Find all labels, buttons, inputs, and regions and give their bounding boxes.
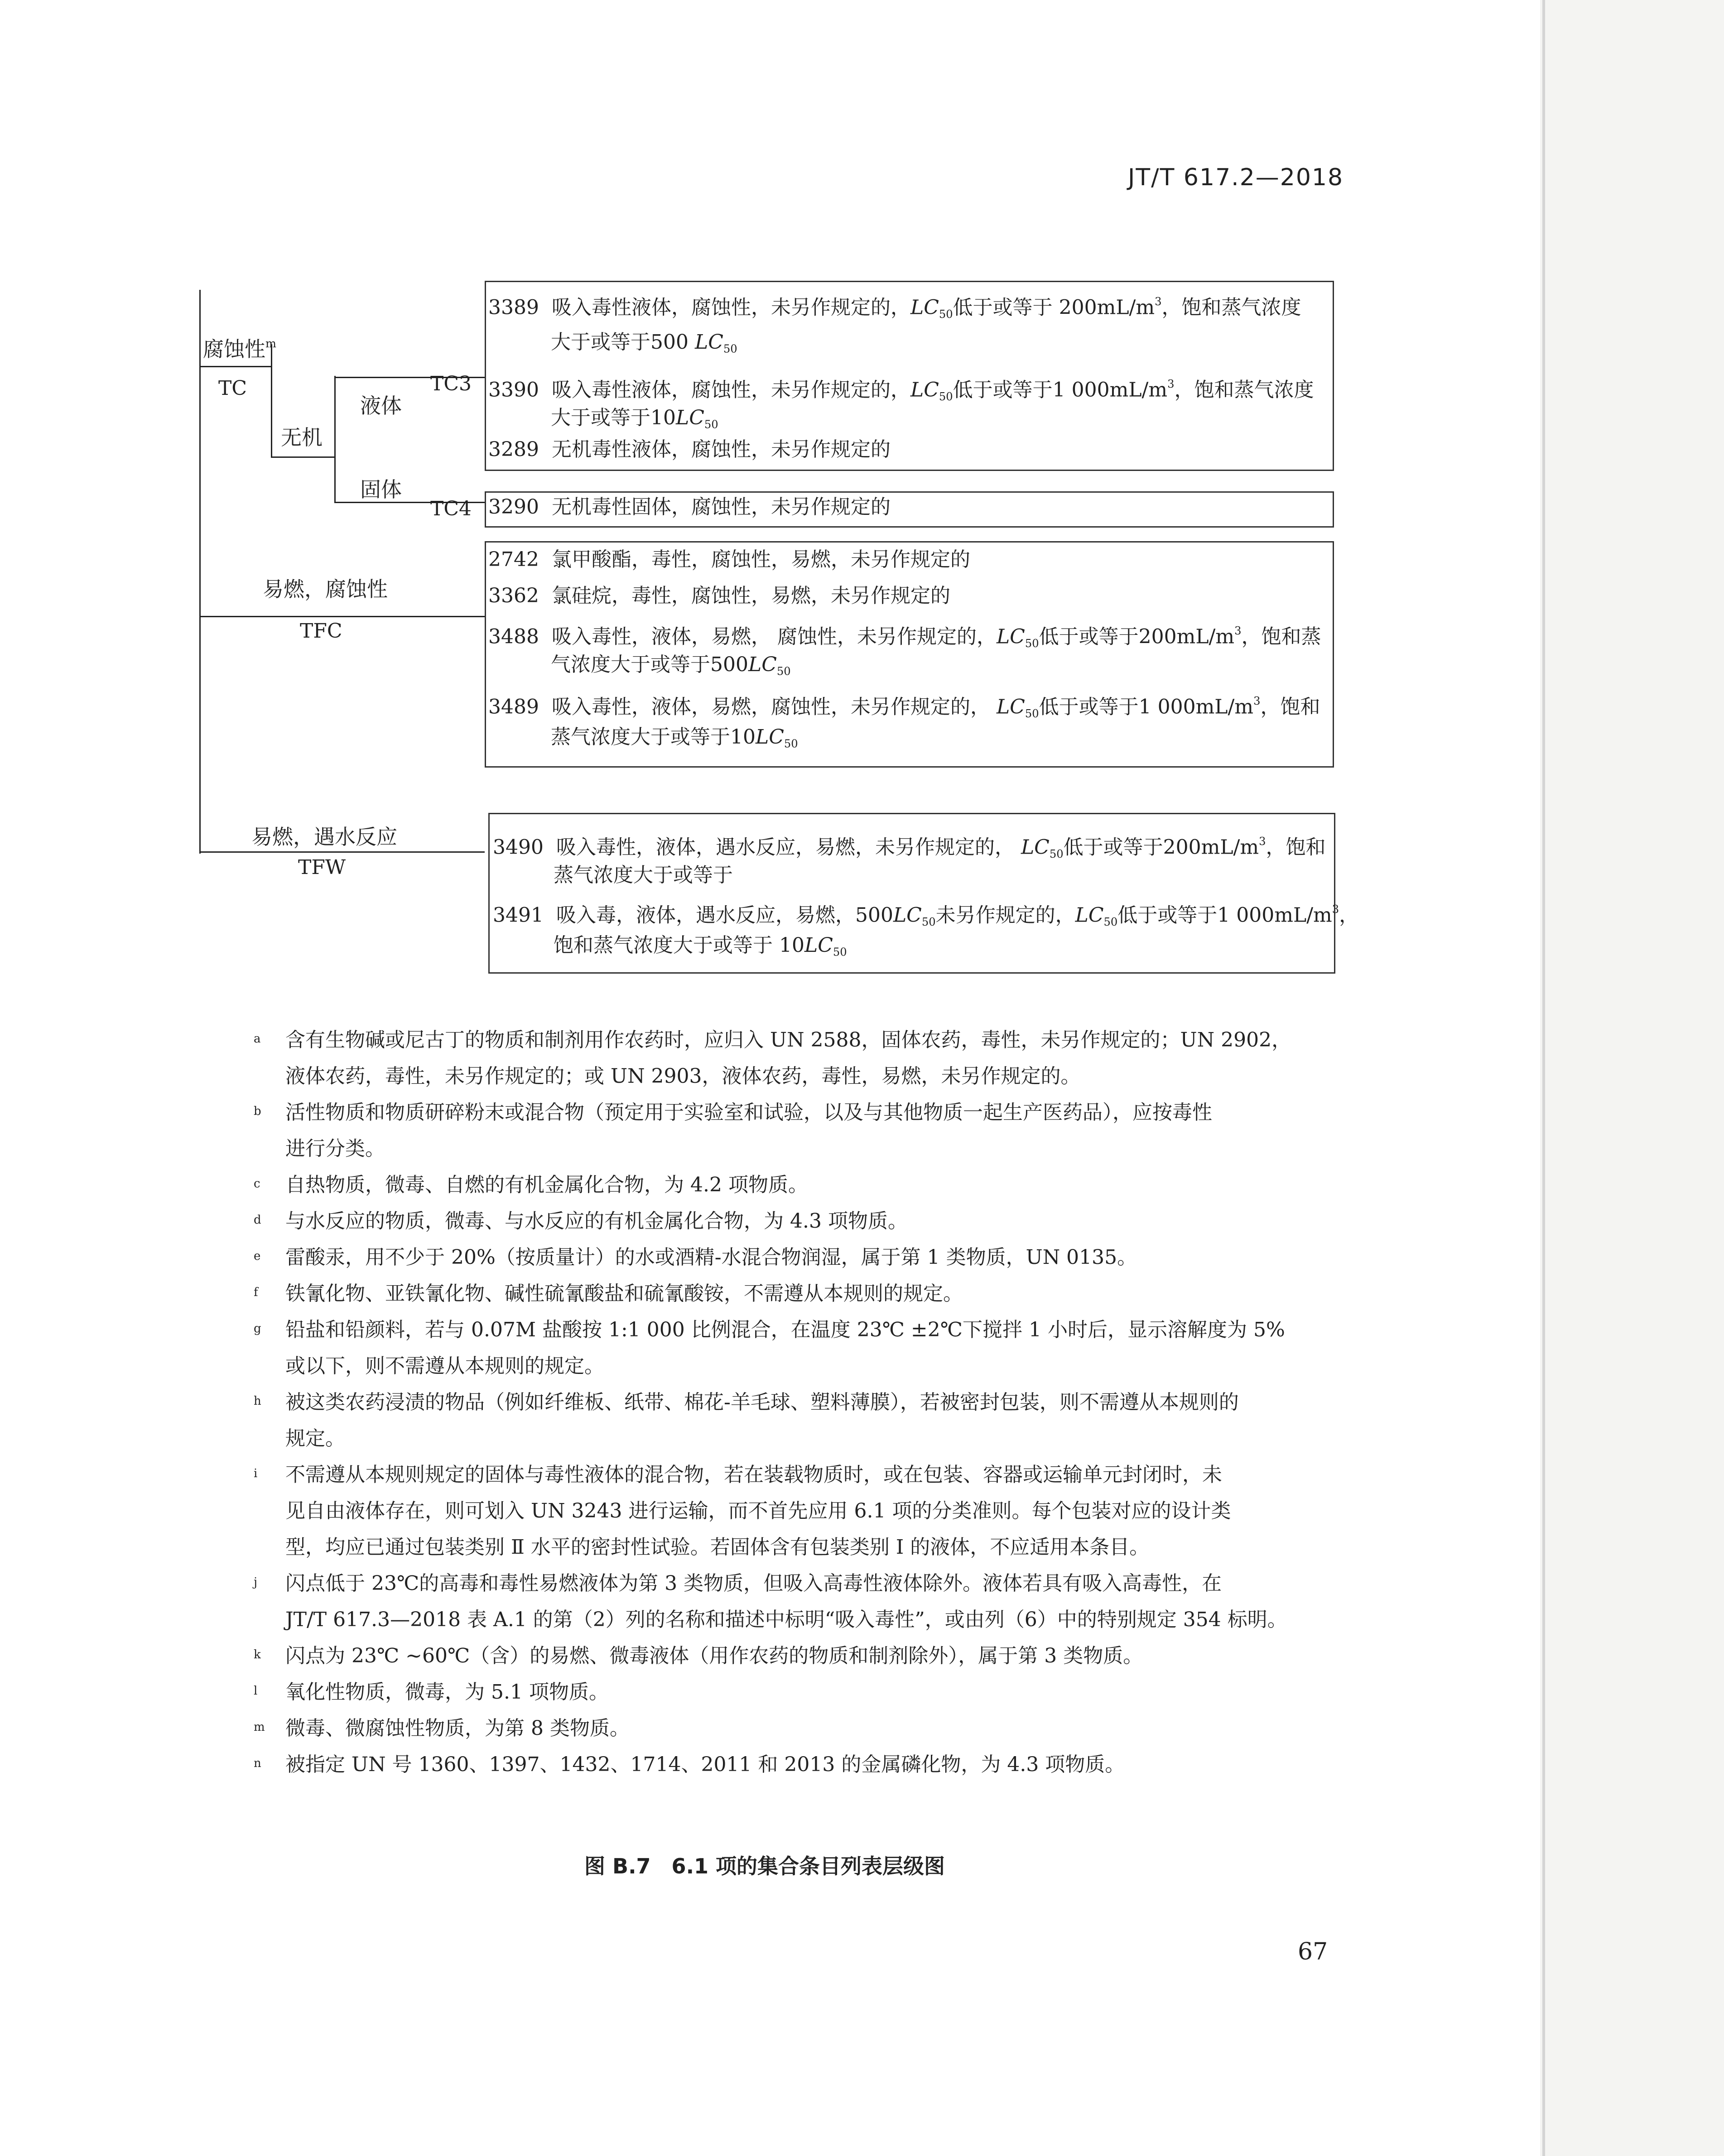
tree-tfc-branch bbox=[199, 616, 485, 617]
footnote-mark: g bbox=[254, 1322, 261, 1335]
footnote-line: 型，均应已通过包装类别 Ⅱ 水平的密封性试验。若固体含有包装类别 Ⅰ 的液体，不应适用本条目。 bbox=[285, 1536, 1150, 1559]
entry-3390-line1: 3390 吸入毒性液体，腐蚀性，未另作规定的，$LC_{50}$低于或等于1 $000mL/m^3$，饱和蒸气浓度 bbox=[488, 378, 1314, 403]
footnote-mark: h bbox=[254, 1394, 261, 1408]
footnote-line: 雷酸汞，用不少于 20%（按质量计）的水或酒精-水混合物润湿，属于第 1 类物质，UN 0135。 bbox=[285, 1246, 1137, 1269]
corrosive-label: 腐蚀性$^m$ bbox=[203, 336, 276, 361]
entry-3489-line1: 3489 吸入毒性，液体，易燃，腐蚀性，未另作规定的， $LC_{50}$低于或等于1 $000mL/m^3$，饱和 bbox=[488, 695, 1320, 720]
page-number: 67 bbox=[1298, 1938, 1328, 1965]
entry-3290: 3290 无机毒性固体，腐蚀性，未另作规定的 bbox=[488, 495, 891, 519]
tc-code: TC bbox=[218, 377, 247, 400]
footnote-mark: l bbox=[254, 1684, 258, 1698]
entry-3389-line2: 大于或等于500 $LC_{50}$ bbox=[551, 331, 737, 355]
footnote-line: 氧化性物质，微毒，为 5.1 项物质。 bbox=[285, 1681, 609, 1704]
entry-2742: 2742 氯甲酸酯，毒性，腐蚀性，易燃，未另作规定的 bbox=[488, 548, 970, 571]
footnote-line: 被指定 UN 号 1360、1397、1432、1714、2011 和 2013 的金属磷化物，为 4.3 项物质。 bbox=[285, 1753, 1125, 1776]
entry-3488-line1: 3488 吸入毒性，液体，易燃， 腐蚀性，未另作规定的，$LC_{50}$低于或等于$200mL/m^3$，饱和蒸 bbox=[488, 624, 1321, 650]
footnote-line: 铁氰化物、亚铁氰化物、碱性硫氰酸盐和硫氰酸铵，不需遵从本规则的规定。 bbox=[285, 1282, 963, 1305]
footnote-line: 微毒、微腐蚀性物质，为第 8 类物质。 bbox=[285, 1717, 630, 1740]
footnote-line: 自热物质，微毒、自燃的有机金属化合物，为 4.2 项物质。 bbox=[285, 1173, 808, 1196]
tree-tfw-branch bbox=[199, 851, 485, 853]
entry-3491-line2: 饱和蒸气浓度大于或等于 $10LC_{50}$ bbox=[554, 934, 847, 959]
footnote-line: 液体农药，毒性，未另作规定的；或 UN 2903，液体农药，毒性，易燃，未另作规定的。 bbox=[285, 1065, 1081, 1088]
footnote-line: 闪点低于 23℃的高毒和毒性易燃液体为第 3 类物质，但吸入高毒性液体除外。液体若具有吸入高毒性，在 bbox=[285, 1572, 1222, 1595]
tc3-code: TC3 bbox=[430, 372, 472, 395]
footnote-line: 活性物质和物质研碎粉末或混合物（预定用于实验室和试验，以及与其他物质一起生产医药品），应按毒性 bbox=[285, 1101, 1212, 1124]
entry-3389-line1: 3389 吸入毒性液体，腐蚀性，未另作规定的，$LC_{50}$低于或等于 $200mL/m^3$，饱和蒸气浓度 bbox=[488, 295, 1301, 321]
liquid-label: 液体 bbox=[360, 394, 402, 418]
footnote-line: 与水反应的物质，微毒、与水反应的有机金属化合物，为 4.3 项物质。 bbox=[285, 1210, 908, 1233]
footnote-line: 被这类农药浸渍的物品（例如纤维板、纸带、棉花-羊毛球、塑料薄膜），若被密封包装，则不需遵从本规则的 bbox=[285, 1391, 1239, 1414]
footnote-line: 铅盐和铅颜料，若与 0.07M 盐酸按 1:1 000 比例混合，在温度 23℃ ±2℃下搅拌 1 小时后，显示溶解度为 5% bbox=[285, 1318, 1285, 1341]
entry-3390-line2: 大于或等于$10LC_{50}$ bbox=[551, 406, 718, 431]
footnote-line: 进行分类。 bbox=[285, 1137, 385, 1160]
footnote-line: 不需遵从本规则规定的固体与毒性液体的混合物，若在装载物质时，或在包装、容器或运输单元封闭时，未 bbox=[285, 1463, 1222, 1486]
tree-main-vertical bbox=[199, 290, 201, 854]
page-edge-divider bbox=[1542, 0, 1545, 2156]
tfw-code: TFW bbox=[298, 856, 346, 879]
entry-3490-line1: 3490 吸入毒性，液体，遇水反应，易燃，未另作规定的， $LC_{50}$低于或等于$200mL/m^3$，饱和 bbox=[493, 835, 1326, 860]
tree-corrosive-underline bbox=[199, 366, 272, 367]
footnote-mark: m bbox=[254, 1720, 265, 1734]
footnote-mark: j bbox=[254, 1575, 258, 1589]
tfc-code: TFC bbox=[300, 619, 342, 643]
figure-caption: 图 B.7 6.1 项的集合条目列表层级图 bbox=[584, 1854, 945, 1878]
footnote-mark: b bbox=[254, 1104, 261, 1118]
footnote-mark: n bbox=[254, 1757, 261, 1770]
footnote-mark: a bbox=[254, 1032, 261, 1046]
entry-3489-line2: 蒸气浓度大于或等于$10LC_{50}$ bbox=[551, 725, 798, 750]
footnote-mark: i bbox=[254, 1467, 258, 1480]
entry-3362: 3362 氯硅烷，毒性，腐蚀性，易燃，未另作规定的 bbox=[488, 584, 950, 607]
footnote-mark: d bbox=[254, 1213, 261, 1227]
footnote-line: 或以下，则不需遵从本规则的规定。 bbox=[285, 1354, 604, 1378]
document-code: JT/T 617.2—2018 bbox=[1128, 164, 1344, 191]
footnote-mark: f bbox=[254, 1286, 258, 1299]
entry-3488-line2: 气浓度大于或等于$500LC_{50}$ bbox=[551, 653, 791, 678]
tc4-code: TC4 bbox=[430, 497, 472, 520]
tree-inorganic-underline bbox=[271, 456, 335, 458]
inorganic-label: 无机 bbox=[281, 425, 323, 450]
footnote-line: 见自由液体存在，则可划入 UN 3243 进行运输，而不首先应用 6.1 项的分类准则。每个包装对应的设计类 bbox=[285, 1499, 1231, 1522]
entry-3491-line1: 3491 吸入毒，液体，遇水反应，易燃，$500LC_{50}$未另作规定的，$LC_{50}$低于或等于1 $000mL/m^3$， bbox=[493, 903, 1359, 928]
footnote-line: 含有生物碱或尼古丁的物质和制剂用作农药时，应归入 UN 2588，固体农药，毒性，未另作规定的；UN 2902， bbox=[285, 1028, 1292, 1052]
flammable-water-label: 易燃，遇水反应 bbox=[251, 825, 397, 849]
entry-3289-line1: 3289 无机毒性液体，腐蚀性，未另作规定的 bbox=[488, 438, 891, 461]
footnote-line: JT/T 617.3—2018 表 A.1 的第（2）列的名称和描述中标明“吸入毒性”，或由列（6）中的特别规定 354 标明。 bbox=[285, 1608, 1287, 1631]
tree-inorganic-stem bbox=[334, 376, 336, 503]
flammable-corrosive-label: 易燃，腐蚀性 bbox=[263, 577, 388, 601]
footnote-line: 规定。 bbox=[285, 1427, 345, 1450]
footnote-mark: e bbox=[254, 1249, 261, 1263]
footnote-line: 闪点为 23℃ ~60℃（含）的易燃、微毒液体（用作农药的物质和制剂除外），属于第 3 类物质。 bbox=[285, 1644, 1143, 1667]
tree-liquid-underline bbox=[334, 377, 425, 378]
footnote-mark: k bbox=[254, 1648, 261, 1661]
footnote-mark: c bbox=[254, 1177, 260, 1191]
entry-3490-line2: 蒸气浓度大于或等于 bbox=[554, 864, 733, 887]
solid-label: 固体 bbox=[360, 477, 402, 502]
